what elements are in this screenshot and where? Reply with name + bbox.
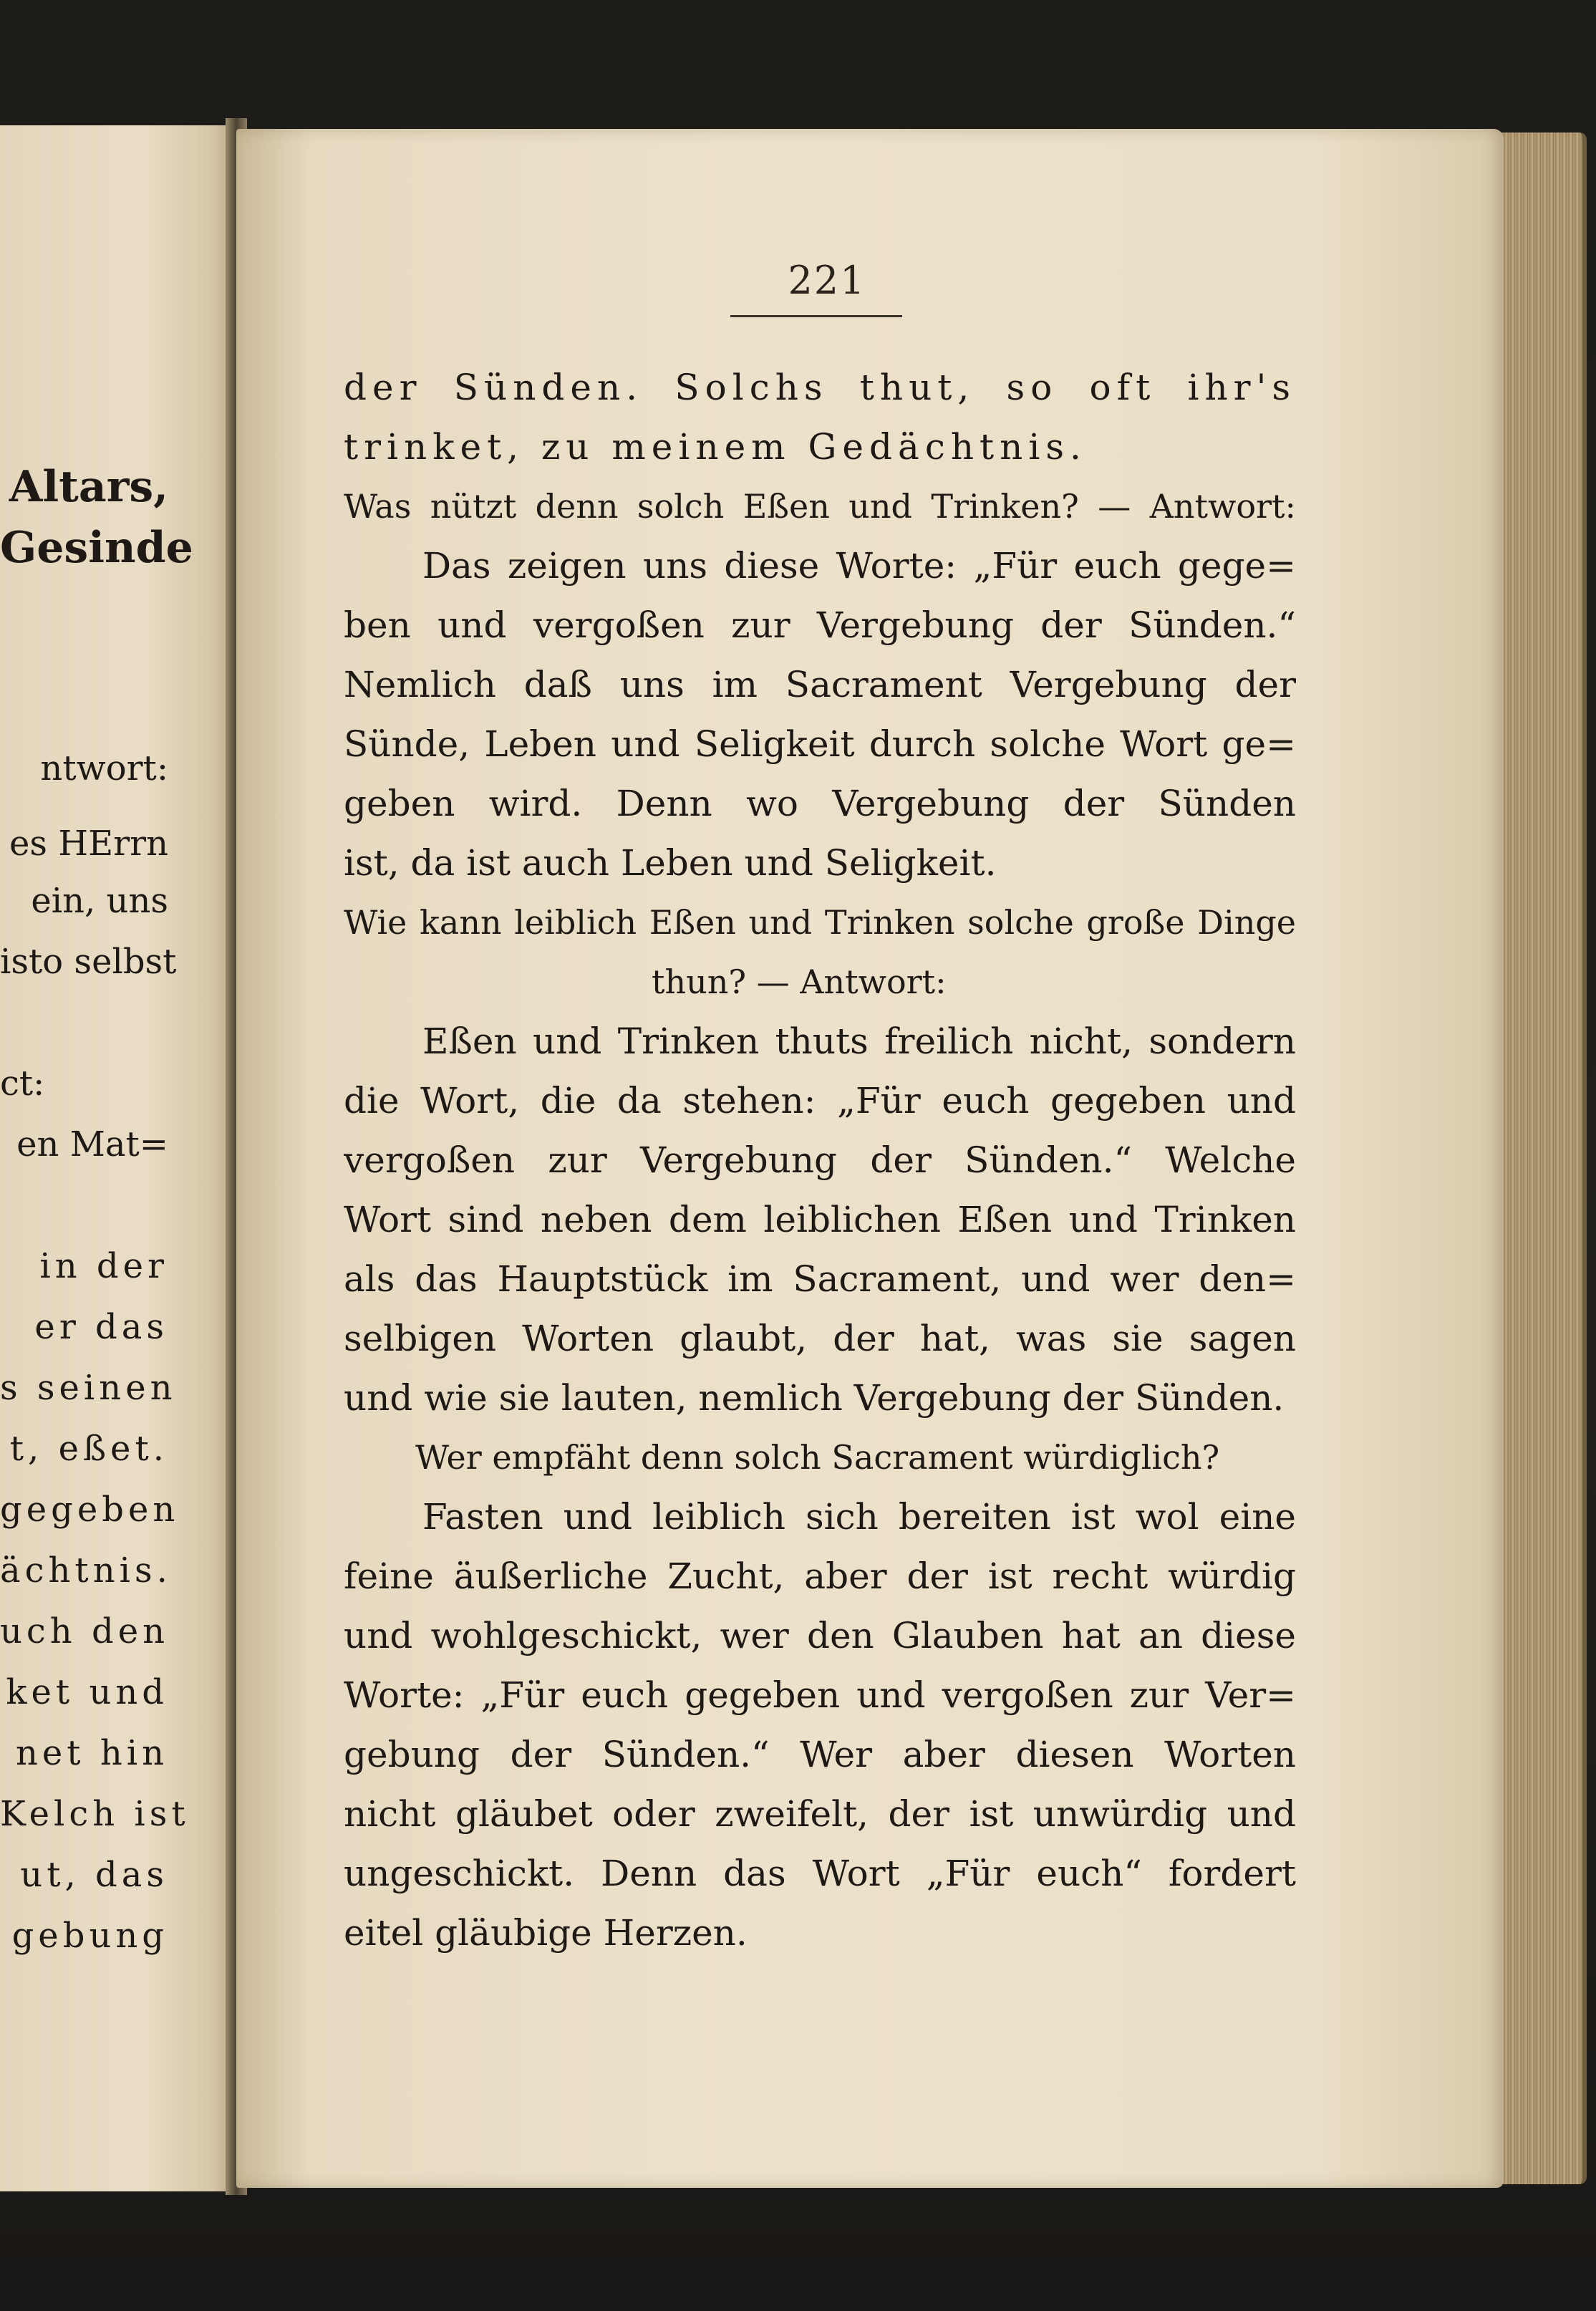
question-heading-cont: thun? — Antwort: bbox=[652, 962, 947, 1001]
text-line: vergoßen zur Vergebung der Sünden.“ Welche bbox=[344, 1139, 1296, 1181]
text-line: eitel gläubige Herzen. bbox=[344, 1912, 748, 1954]
text-line: feine äußerliche Zucht, aber der ist recht würdig bbox=[344, 1555, 1296, 1597]
text-line: ungeschickt. Denn das Wort „Für euch“ fordert bbox=[344, 1853, 1296, 1894]
left-page-fragment: er das bbox=[34, 1307, 168, 1347]
question-heading: Was nützt denn solch Eßen und Trinken? — Antwort: bbox=[344, 487, 1296, 526]
text-line: und wohlgeschickt, wer den Glauben hat an diese bbox=[344, 1615, 1296, 1656]
text-line: ist, da ist auch Leben und Seligkeit. bbox=[344, 842, 997, 884]
left-page-fragment: gegeben bbox=[0, 1490, 180, 1530]
left-page-fragment: ntwort: bbox=[40, 748, 168, 788]
left-page-fragment: ket und bbox=[6, 1672, 168, 1712]
text-line: Fasten und leiblich sich bereiten ist wol eine bbox=[422, 1496, 1296, 1538]
text-line: die Wort, die da stehen: „Für euch gegeben und bbox=[344, 1080, 1296, 1121]
left-page-fragment: ct: bbox=[0, 1063, 45, 1104]
text-line: der Sünden. Solchs thut, so oft ihr's bbox=[344, 367, 1296, 408]
page-number: 221 bbox=[788, 258, 866, 303]
left-page-fragment: ut, das bbox=[20, 1855, 168, 1895]
text-line: geben wird. Denn wo Vergebung der Sünden bbox=[344, 783, 1296, 824]
left-page-fragment: ächtnis. bbox=[0, 1550, 172, 1591]
text-line: Nemlich daß uns im Sacrament Vergebung der bbox=[344, 664, 1296, 705]
text-line: Wort sind neben dem leiblichen Eßen und Trinken bbox=[344, 1199, 1296, 1240]
text-line: Worte: „Für euch gegeben und vergoßen zur Ver= bbox=[344, 1674, 1296, 1716]
left-page-fragment: Kelch ist bbox=[0, 1794, 190, 1834]
text-line: und wie sie lauten, nemlich Vergebung der Sünden. bbox=[344, 1377, 1285, 1419]
text-line: ben und vergoßen zur Vergebung der Sünden.“ bbox=[344, 604, 1296, 646]
left-page-fragment: gebung bbox=[11, 1916, 168, 1956]
page-number-rule bbox=[730, 315, 902, 317]
text-line: als das Hauptstück im Sacrament, und wer den= bbox=[344, 1258, 1296, 1300]
text-line: gebung der Sünden.“ Wer aber diesen Worten bbox=[344, 1734, 1296, 1775]
left-page-fragment: isto selbst bbox=[0, 942, 177, 982]
left-page-fragment: net hin bbox=[15, 1733, 168, 1773]
text-line: Eßen und Trinken thuts freilich nicht, sondern bbox=[422, 1021, 1296, 1062]
left-page-fragment: Altars, bbox=[9, 462, 168, 512]
left-page-fragment: in der bbox=[39, 1246, 168, 1286]
left-page-fragment: Gesinde bbox=[0, 523, 193, 573]
text-line: nicht gläubet oder zweifelt, der ist unwürdig und bbox=[344, 1793, 1296, 1835]
page-edges bbox=[1489, 132, 1587, 2184]
text-line: selbigen Worten glaubt, der hat, was sie sagen bbox=[344, 1318, 1296, 1359]
question-heading: Wer empfäht denn solch Sacrament würdiglich? bbox=[415, 1438, 1220, 1477]
text-line: Das zeigen uns diese Worte: „Für euch gege= bbox=[422, 545, 1296, 587]
page-body bbox=[344, 358, 1296, 1963]
left-page-fragment: ein, uns bbox=[31, 881, 168, 921]
left-page-fragment: en Mat= bbox=[16, 1124, 168, 1164]
left-page-fragment: es HErrn bbox=[9, 824, 168, 864]
left-page bbox=[0, 125, 236, 2191]
left-page-fragment: uch den bbox=[0, 1611, 170, 1651]
left-page-fragment: t, eßet. bbox=[9, 1429, 168, 1469]
left-page-fragment: s seinen bbox=[0, 1368, 177, 1408]
text-line: trinket, zu meinem Gedächtnis. bbox=[344, 426, 1087, 468]
question-heading: Wie kann leiblich Eßen und Trinken solche große Dinge bbox=[344, 903, 1296, 942]
text-line: Sünde, Leben und Seligkeit durch solche Wort ge= bbox=[344, 723, 1296, 765]
